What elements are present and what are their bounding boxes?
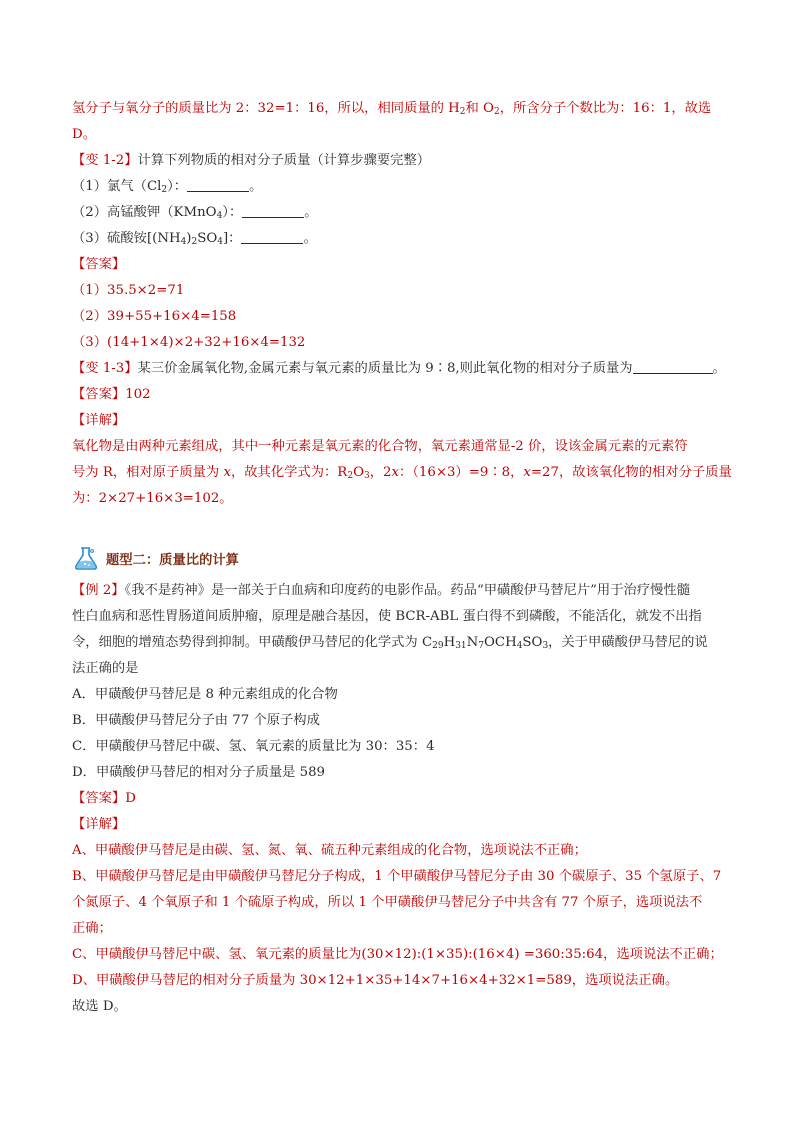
answer-line: （3）(14+1×4)×2+32+16×4=132 [72,335,306,350]
example-tag: 【例 2】 [72,583,125,598]
detail-line: 个氮原子、4 个氧原子和 1 个硫原子构成，所以 1 个甲磺酸伊马替尼分子中共含有 77 个原子，选项说法不 [72,895,703,910]
example-2-line: 令，细胞的增殖态势得到抑制。甲磺酸伊马替尼的化学式为 $C_{29}H_{31}N_7OCH_4SO_3$，关于甲磺酸伊马替尼的说 [72,635,708,651]
section-title: 题型二：质量比的计算 [106,552,239,568]
option-b: B．甲磺酸伊马替尼分子由 77 个原子构成 [72,713,320,728]
option-d: D．甲磺酸伊马替尼的相对分子质量是 589 [72,765,326,780]
sub-question-3: （3）硫酸铵$[(NH_4)_2SO_4]$： 。 [72,231,317,247]
answer-line: 【答案】102 [72,387,151,402]
conclusion-line: 故选 D。 [72,999,127,1014]
detail-line: 氧化物是由两种元素组成，其中一种元素是氧元素的化合物，氧元素通常显-2 价，设该金属元素的元素符 [72,439,688,454]
detail-line: 为：2×27+16×3=102。 [72,491,233,506]
detail-line: A、甲磺酸伊马替尼是由碳、氢、氮、氧、硫五种元素组成的化合物，选项说法不正确； [72,843,587,858]
option-a: A．甲磺酸伊马替尼是 8 种元素组成的化合物 [72,687,338,702]
answer-label: 【答案】 [72,257,126,272]
question-title: 计算下列物质的相对分子质量（计算步骤要完整） [137,153,431,168]
question-tag: 【变 1-3】 [72,361,138,376]
example-2-line: 【例 2】《我不是药神》是一部关于白血病和印度药的电影作品。药品“甲磺酸伊马替尼片”用于治疗慢性髓 [72,583,690,598]
flask-icon [72,545,100,571]
answer-line: （1）35.5×2=71 [72,283,185,298]
answer-blank [187,177,249,192]
answer-line: 【答案】D [72,791,136,806]
answer-blank [241,229,303,244]
detail-line: 正确； [72,921,112,936]
answer-line: （2）39+55+16×4=158 [72,309,237,324]
section-heading [72,545,239,571]
detail-label: 【详解】 [72,413,126,428]
question-1-2 [72,151,430,171]
detail-line: 号为 R，相对原子质量为 x，故其化学式为：$R_2O_3$，2x：（16×3）=9∶8，x=27，故该氧化物的相对分子质量 [72,465,732,481]
option-c: C．甲磺酸伊马替尼中碳、氢、氧元素的质量比为 30：35：4 [72,739,435,754]
answer-blank [633,359,713,374]
example-2-line: 性白血病和恶性胃肠道间质肿瘤，原理是融合基因，使 BCR-ABL 蛋白得不到磷酸，不能活化，就发不出指 [72,609,702,624]
answer-blank [242,203,304,218]
question-tag: 【变 1-2】 [72,153,138,168]
detail-line: D、甲磺酸伊马替尼的相对分子质量为 30×12+1×35+14×7+16×4+32×1=589，选项说法正确。 [72,973,679,988]
question-1-3: 【变 1-3】某三价金属氧化物,金属元素与氧元素的质量比为 9∶8,则此氧化物的相对分子质量为 。 [72,361,726,376]
detail-label: 【详解】 [72,817,126,832]
sub-question-1: （1）氯气$(Cl_2)$： 。 [72,179,263,195]
sub-question-2: （2）高锰酸钾（KMnO$_4$）： 。 [72,205,318,221]
example-2-line: 法正确的是 [72,661,139,676]
detail-line: C、甲磺酸伊马替尼中碳、氢、氧元素的质量比为(30×12):(1×35):(16×4) =360:35:64，选项说法不正确； [72,947,723,962]
detail-line: B、甲磺酸伊马替尼是由甲磺酸伊马替尼分子构成，1 个甲磺酸伊马替尼分子由 30 个碳原子、35 个氢原子、7 [72,869,722,884]
explanation-line: D。 [72,127,96,142]
explanation-line: 氢分子与氧分子的质量比为 2：32=1：16，所以，相同质量的 $H_2$和 $O_2$，所含分子个数比为：16：1，故选 [72,101,712,117]
